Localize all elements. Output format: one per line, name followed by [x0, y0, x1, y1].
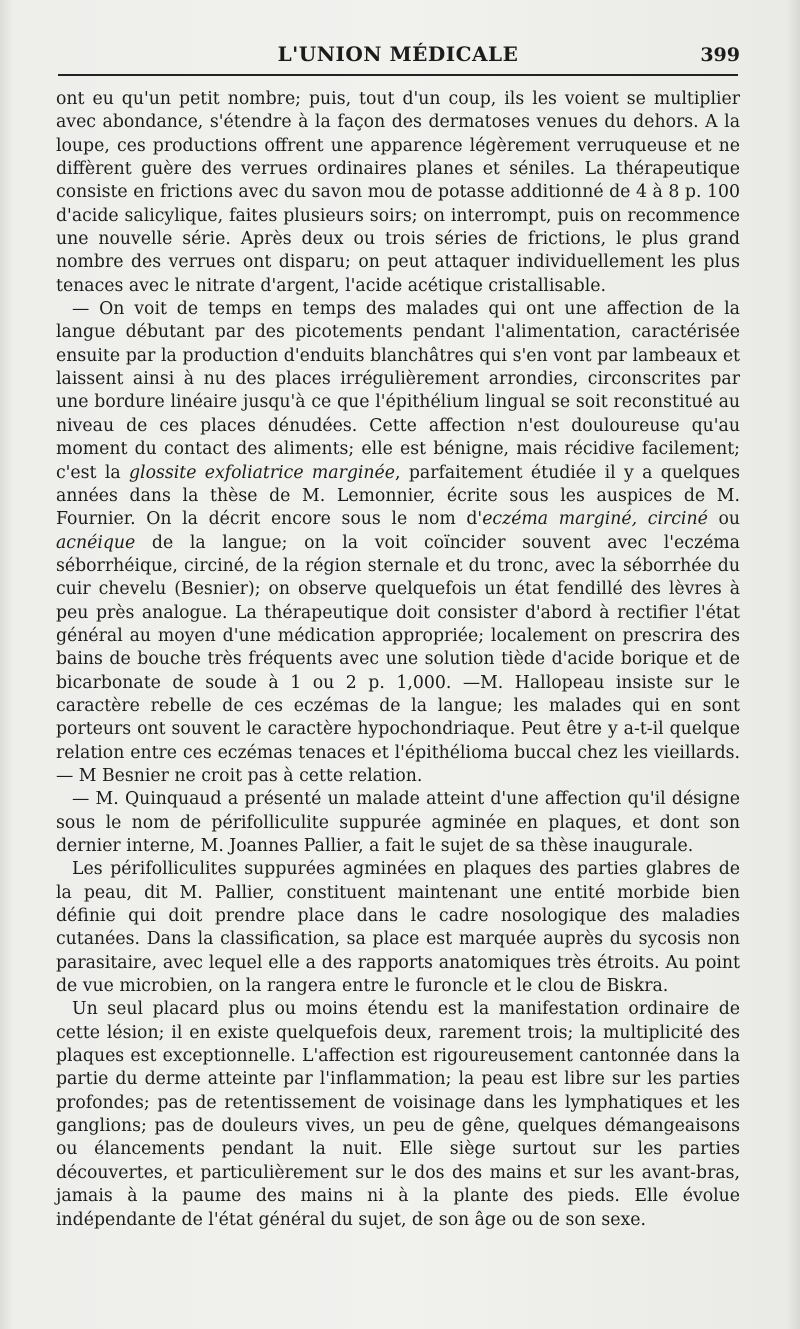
paragraph	[56, 788, 740, 858]
text-run: , parfaitement étudiée il y a quelques années dans la thèse de M. Lemonnier, écrite sous les auspices de M. Fournier. On la décrit encore sous le nom d'	[56, 462, 740, 530]
text-run: Un seul placard plus ou moins étendu est la manifestation ordinaire de cette lésion; il en existe quelquefois deux, rarement trois; la multiplicité des plaques est exceptionnelle. L'affection est rigoureusement cantonnée dans la partie du derme atteinte par l'inflammation; la peau est libre sur les parties profondes; pas de retentissement de voisinage dans les lymphatiques et les ganglions; pas de douleurs vives, un peu de gêne, quelques démangeaisons ou élancements pendant la nuit. Elle siège surtout sur les parties découvertes, et particulièrement sur le dos des mains et sur les avant-bras, jamais à la paume des mains ni à la plante des pieds. Elle évolue indépendante de l'état général du sujet, de son âge ou de son sexe.	[56, 999, 740, 1230]
text-run: de la langue; on la voit coïncider souvent avec l'eczéma séborrhéique, circiné, de la région sternale et du tronc, avec la séborrhée du cuir chevelu (Besnier); on observe quelquefois un état fendillé des lèvres à peu près analogue. La thérapeutique doit consister d'abord à rectifier l'état général au moyen d'une médication appropriée; localement on prescrira des bains de bouche très fréquents avec une solution tiède d'acide borique et de bicarbonate de soude à 1 ou 2 p. 1,000. —M. Hallopeau insiste sur le caractère rebelle de ces eczémas de la langue; les malades qui en sont porteurs ont souvent le caractère hypochondriaque. Peut être y a-t-il quelque relation entre ces eczémas tenaces et l'épithélioma buccal chez les vieillards. — M Besnier ne croit pas à cette relation.	[56, 532, 740, 786]
text-run: — M. Quinquaud a présenté un malade atteint d'une affection qu'il désigne sous le nom de périfolliculite suppurée agminée en plaques, et dont son dernier interne, M. Joannes Pallier, a fait le sujet de sa thèse inaugurale.	[56, 789, 740, 856]
paragraph	[56, 858, 740, 998]
header-rule	[58, 74, 738, 76]
article-body	[56, 88, 740, 1232]
text-run: Les périfolliculites suppurées agminées en plaques des parties glabres de la peau, dit M. Pallier, constituent maintenant une entité morbide bien définie qui doit prendre place dans le cadre nosologique des maladies cutanées. Dans la classification, sa place est marquée auprès du sycosis non parasitaire, avec lequel elle a des rapports anatomiques très étroits. Au point de vue microbien, on la rangera entre le furoncle et le clou de Biskra.	[56, 859, 740, 997]
paragraph	[56, 88, 740, 298]
text-run: ont eu qu'un petit nombre; puis, tout d'un coup, ils les voient se multiplier avec abondance, s'étendre à la façon des dermatoses venues du dehors. A la loupe, ces productions offrent une apparence légèrement verruqueuse et ne diffèrent guère des verrues ordinaires planes et séniles. La thérapeutique consiste en frictions avec du savon mou de potasse additionné de 4 à 8 p. 100 d'acide salicylique, faites plusieurs soirs; on interrompt, puis on recommence une nouvelle série. Après deux ou trois séries de frictions, le plus grand nombre des verrues ont disparu; on peut attaquer individuellement les plus tenaces avec le nitrate d'argent, l'acide acétique cristallisable.	[56, 89, 740, 296]
italic-term: acnéique	[56, 532, 136, 553]
paragraph	[56, 298, 740, 788]
italic-term: eczéma marginé, circiné	[482, 509, 708, 530]
running-head	[56, 38, 740, 72]
italic-term: glossite exfoliatrice marginée	[129, 462, 396, 483]
page-number: 399	[700, 44, 740, 66]
text-run: — On voit de temps en temps des malades qui ont une affection de la langue débutant par des picotements pendant l'alimentation, caractérisée ensuite par la production d'enduits blanchâtres qui s'en vont par lambeaux et laissent ainsi à nu des places irrégulièrement arrondies, circonscrites par une bordure linéaire jusqu'à ce que l'épithélium lingual se soit reconstitué au niveau de ces places dénudées. Cette affection n'est douloureuse qu'au moment du contact des aliments; elle est bénigne, mais récidive facilement; c'est la	[56, 299, 740, 483]
paragraph	[56, 998, 740, 1231]
text-run: ou	[707, 509, 740, 530]
journal-title: L'UNION MÉDICALE	[277, 42, 519, 66]
